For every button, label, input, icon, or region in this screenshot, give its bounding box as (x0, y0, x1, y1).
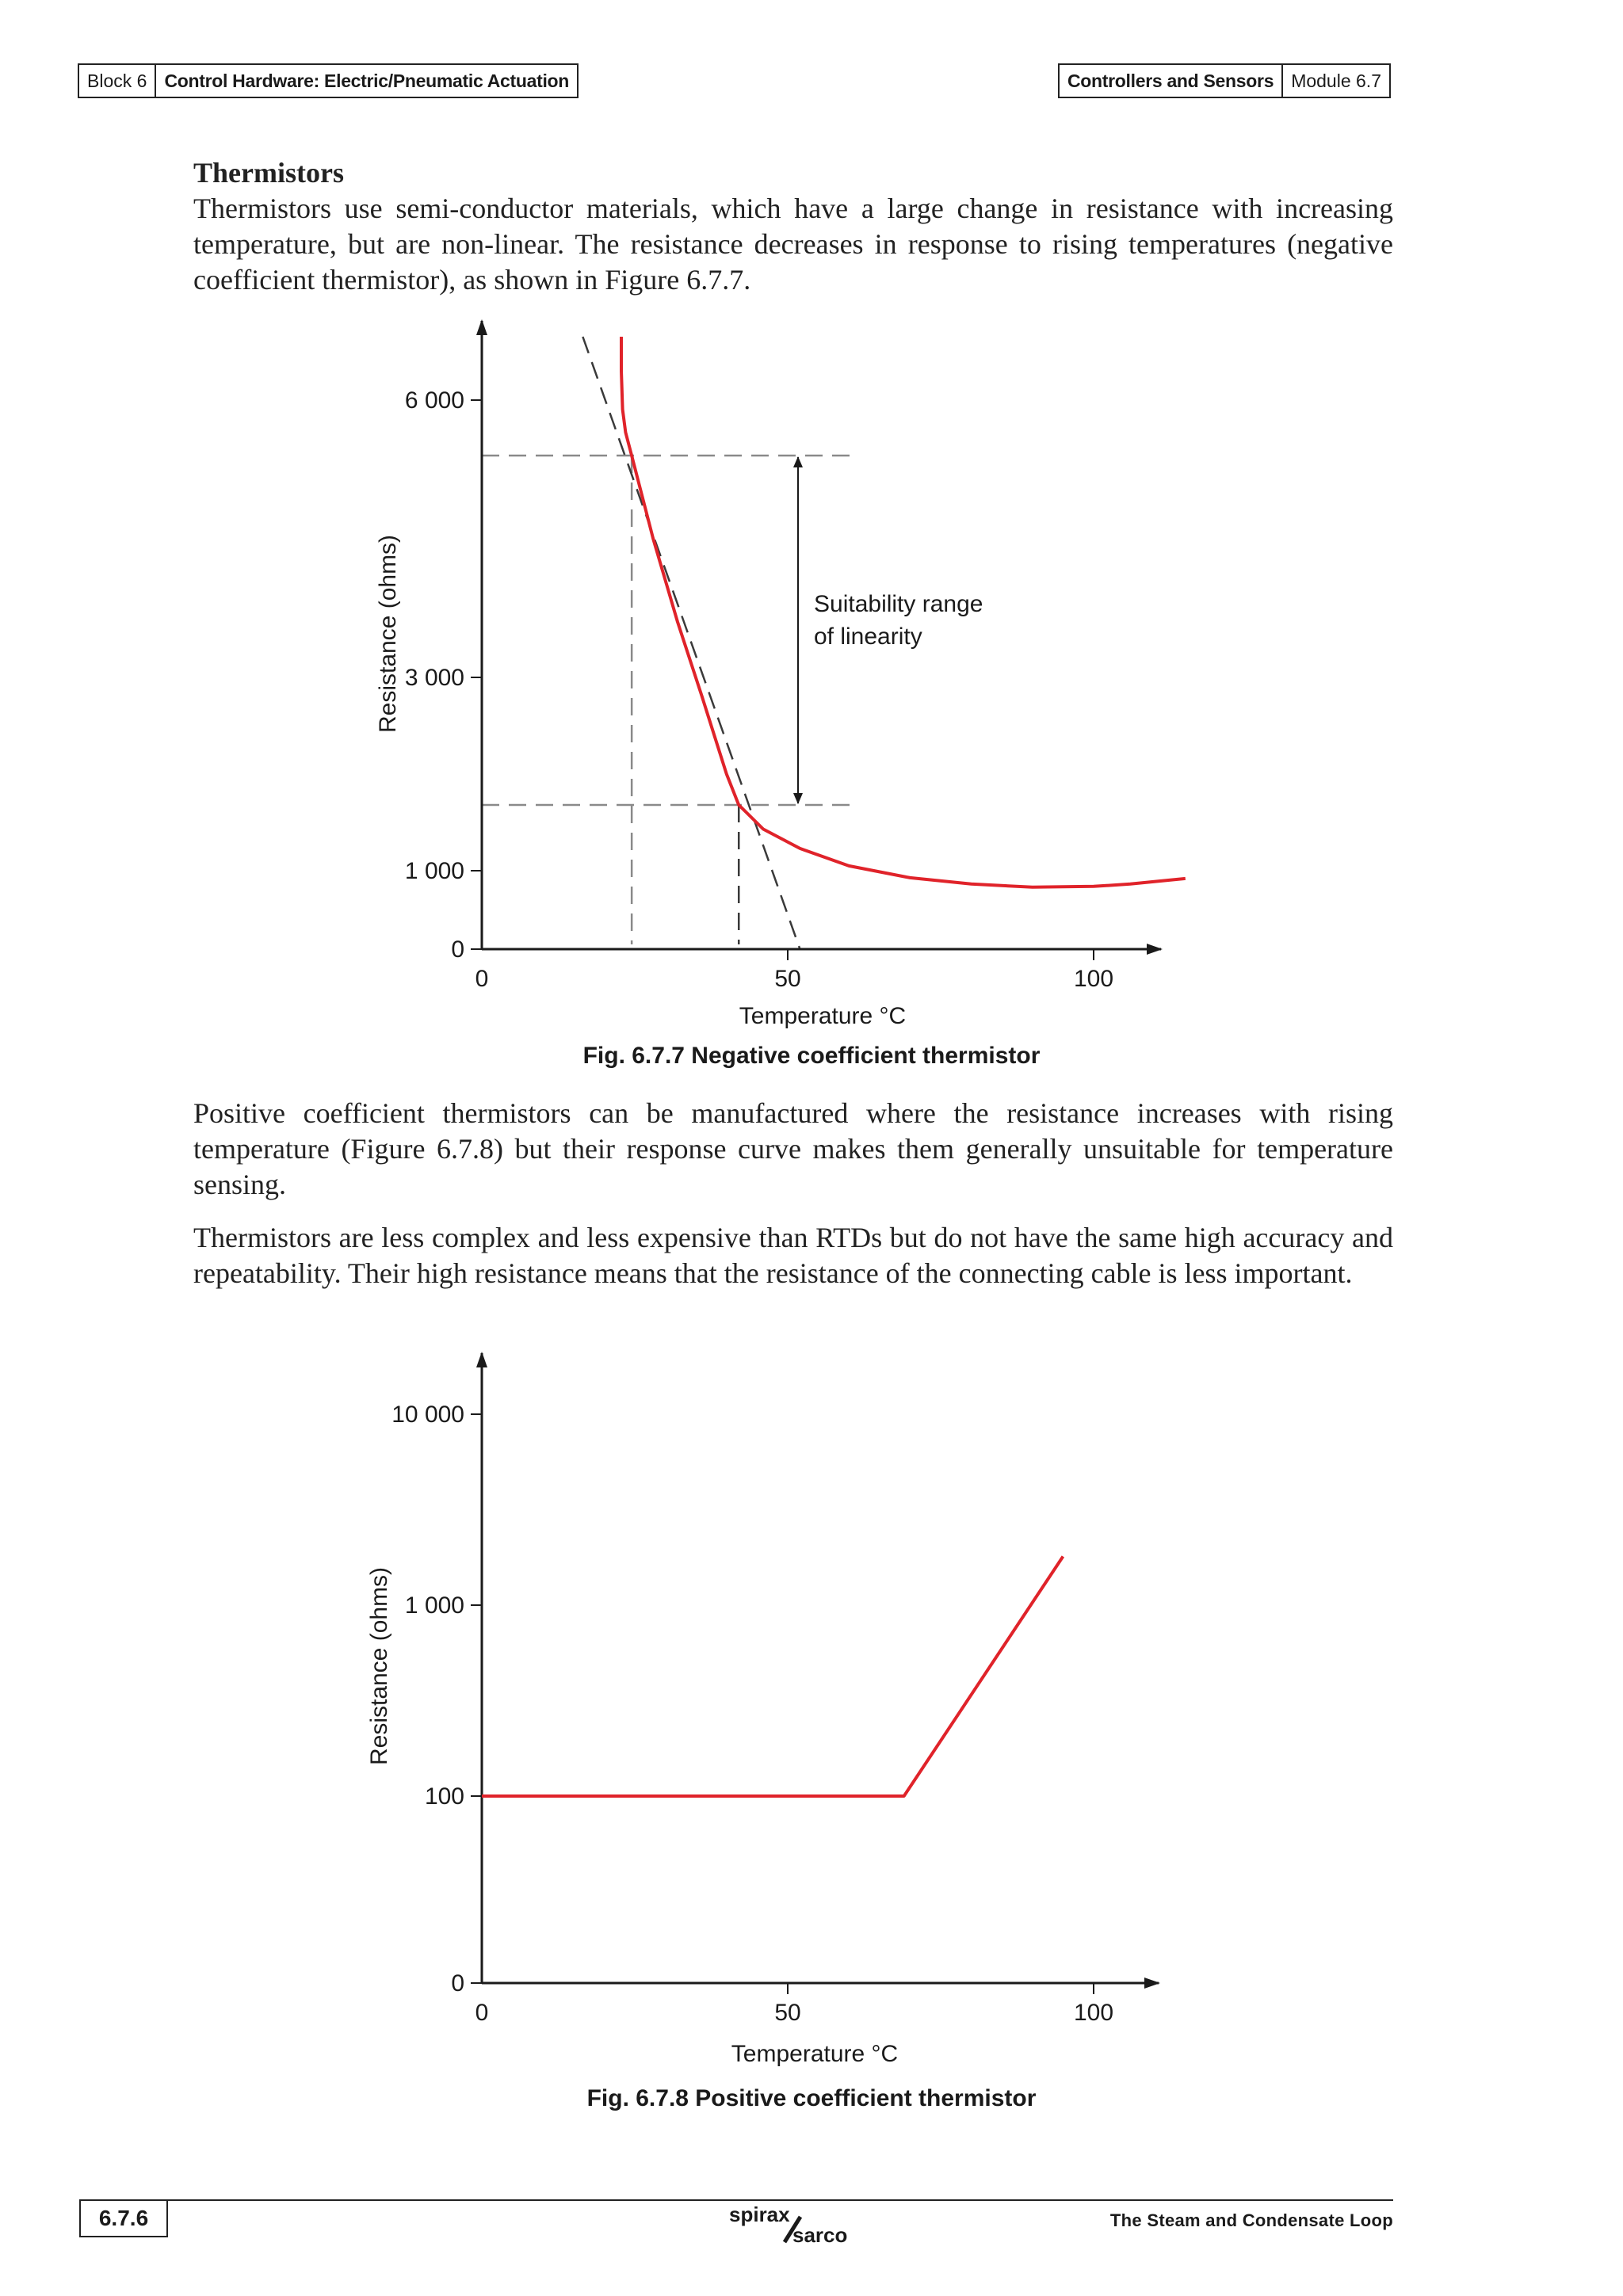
module-number: Module 6.7 (1281, 65, 1389, 97)
x-axis-label: Temperature °C (731, 2041, 899, 2067)
range-label-line1: Suitability range (814, 591, 983, 617)
y-tick-label: 0 (451, 936, 464, 963)
middle-text (193, 1096, 1393, 1291)
x-tick-label: 50 (774, 966, 801, 992)
x-tick-label: 100 (1073, 2000, 1114, 2026)
intro-text (193, 155, 1393, 298)
y-axis-label: Resistance (ohms) (366, 1566, 392, 1766)
footer-rule (79, 2199, 1393, 2201)
section-title: Controllers and Sensors (1067, 70, 1274, 91)
fig1-caption: Fig. 6.7.7 Negative coefficient thermistor (582, 1043, 1041, 1069)
y-tick-label: 6 000 (404, 387, 464, 414)
ptc-curve (482, 1557, 1063, 1797)
y-tick-label: 100 (424, 1783, 464, 1810)
header-module-box (1058, 63, 1391, 98)
paragraph-3: Thermistors are less complex and less expensive than RTDs but do not have the same high accuracy and repeatability. Their high resistance means that the resistance of the connecting cable is less important. (193, 1222, 1393, 1289)
y-axis-label: Resistance (ohms) (375, 534, 401, 734)
range-label-line2: of linearity (814, 624, 922, 650)
x-tick-label: 50 (774, 2000, 801, 2026)
y-tick-label: 3 000 (404, 665, 464, 691)
block-number: Block 6 (87, 70, 147, 91)
ntc-chart (0, 317, 1623, 1030)
ptc-chart (0, 1339, 1623, 2068)
x-tick-label: 0 (475, 2000, 489, 2026)
y-tick-label: 10 000 (391, 1402, 464, 1428)
paragraph-2: Positive coefficient thermistors can be manufactured where the resistance increases with rising temperature (Figure 6.7.8) but their response curve makes them generally unsuitable for temperature sensing. (193, 1097, 1393, 1200)
x-axis-label: Temperature °C (739, 1003, 907, 1029)
y-tick-label: 1 000 (404, 858, 464, 884)
block-title: Control Hardware: Electric/Pneumatic Actuation (155, 65, 577, 97)
x-tick-label: 0 (475, 966, 489, 992)
svg-text:spirax: spirax (729, 2203, 790, 2226)
y-tick-label: 1 000 (404, 1592, 464, 1619)
spirax-sarco-logo (727, 2203, 864, 2250)
page-number: 6.7.6 (79, 2199, 168, 2237)
section-heading: Thermistors (193, 157, 344, 189)
footer-title: The Steam and Condensate Loop (1109, 2210, 1393, 2230)
header-block-box (78, 63, 579, 98)
tangent-line (582, 337, 800, 949)
y-tick-label: 0 (451, 1970, 464, 1997)
svg-text:sarco: sarco (792, 2223, 848, 2247)
x-tick-label: 100 (1073, 966, 1114, 992)
paragraph-1: Thermistors use semi-conductor materials, which have a large change in resistance with increasing temperature, but are non-linear. The resistance decreases in response to rising temperatures (negative coefficient thermistor), as shown in Figure 6.7.7. (193, 193, 1393, 296)
fig2-caption: Fig. 6.7.8 Positive coefficient thermistor (586, 2085, 1037, 2111)
